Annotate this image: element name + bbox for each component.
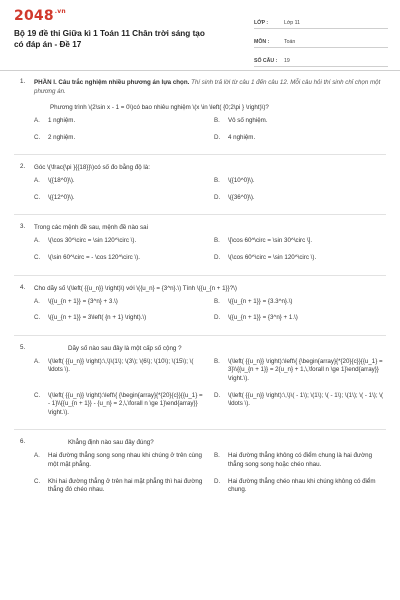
question-divider: [14, 275, 386, 276]
option-c[interactable]: C. 2 nghiệm.: [34, 133, 76, 141]
question-number: 5.: [20, 343, 26, 351]
question-divider: [14, 429, 386, 430]
meta-count-row: [254, 52, 388, 67]
meta-subject-value: Toán: [284, 39, 296, 45]
part-note: Thí sinh trả lời từ câu 1 đến câu 12. Mỗi câu hỏi thí sinh chỉ chọn một phương án.: [34, 79, 381, 95]
question-divider: [14, 335, 386, 336]
question-text: Dãy số nào sau đây là một cấp số cộng ?: [68, 344, 182, 352]
meta-count-value: 19: [284, 58, 290, 64]
question-number: 4.: [20, 283, 26, 291]
answer-options: [34, 177, 386, 210]
question-text: Trong các mệnh đề sau, mệnh đề nào sai: [34, 224, 148, 232]
meta-subject-label: MÔN :: [254, 39, 270, 45]
part-intro: [34, 78, 386, 96]
exam-title: Bộ 19 đề thi Giữa kì 1 Toán 11 Chân trời sáng tạo có đáp án - Đề 17: [14, 29, 205, 49]
exam-meta: [254, 14, 388, 71]
site-logo[interactable]: $2048^{.vn}$: [14, 8, 66, 24]
answer-options: [34, 237, 386, 270]
question-number: 6.: [20, 438, 26, 446]
question-number: 3.: [20, 223, 26, 231]
answer-options: [34, 117, 386, 150]
option-c[interactable]: C. \(\left( {{u_n}} \right):\left\{ {\begin{array}{*{20}{c}}{{u_1} = - 1}\\{{u_{n + 1}} - {u_n} = 2,\,\forall n \ge 1}\end{array}} \right.\).: [34, 391, 203, 416]
answer-options: [34, 452, 386, 502]
option-c[interactable]: C. \({12^0}\).: [34, 193, 75, 201]
question-5: [0, 344, 400, 426]
question-number: 2.: [20, 163, 26, 171]
option-b[interactable]: B. Hai đường thẳng không có điểm chung là hai đường thẳng song song hoặc chéo nhau.: [214, 452, 373, 468]
option-c[interactable]: C. \(\sin 60^\circ = - \cos 120^\circ \).: [34, 253, 140, 261]
option-c[interactable]: C. Khi hai đường thẳng ở trên hai mặt phẳng thì hai đường thẳng đó chéo nhau.: [34, 477, 203, 494]
option-d[interactable]: D. Hai đường thẳng chéo nhau khi chúng không có điểm chung.: [214, 477, 376, 494]
option-a[interactable]: A. \(\left( {{u_n}} \right):\,\)\(1\); \(3\); \(6\); \(10\); \(15\); \( \ldots \).: [34, 357, 194, 374]
question-text: Khẳng định nào sau đây đúng?: [68, 439, 154, 447]
question-text: Phương trình \(2\sin x - 1 = 0\)có bao nhiêu nghiệm \(x \in \left( {0;2\pi } \right)\)?: [50, 104, 269, 111]
option-b[interactable]: B. Vô số nghiệm.: [214, 117, 268, 124]
question-list: [0, 78, 400, 503]
meta-class-label: LỚP :: [254, 20, 269, 26]
meta-count-label: SỐ CÂU :: [254, 58, 278, 64]
option-a[interactable]: A. Hai đường thẳng song song nhau khi chúng ở trên cùng một mặt phẳng.: [34, 452, 202, 468]
answer-options: [34, 358, 386, 426]
meta-subject-row: [254, 33, 388, 48]
option-d[interactable]: D. 4 nghiệm.: [214, 133, 256, 141]
option-d[interactable]: D. \(\left( {{u_n}} \right):\,\)\( - 1\); \(1\); \( - 1\); \(1\); \( - 1\); \( \ldots \).: [214, 391, 384, 408]
option-c[interactable]: C. \({u_{n + 1}} = 3\left( {n + 1} \right).\): [34, 314, 147, 322]
question-4: [0, 284, 400, 331]
page-header: [0, 0, 400, 64]
option-a[interactable]: A. \(\cos 30^\circ = \sin 120^\circ \).: [34, 237, 137, 245]
question-number: 1.: [20, 78, 26, 85]
option-a[interactable]: A. 1 nghiệm.: [34, 117, 76, 124]
option-d[interactable]: D. \(\cos 60^\circ = \sin 120^\circ \).: [214, 253, 317, 261]
option-a[interactable]: A. \({u_{n + 1}} = {3^n} + 3.\): [34, 297, 118, 305]
question-divider: [14, 214, 386, 215]
question-3: [0, 223, 400, 270]
part-title: PHẦN I. Câu trắc nghiệm nhiều phương án lựa chọn.: [34, 79, 190, 86]
option-b[interactable]: B. \(\left( {{u_n}} \right):\left\{ {\begin{array}{*{20}{c}}{{u_1} = 3}\\{{u_{n + 1}} = 2{u_n} + 1,\,\forall n \ge 1}\end{array}} \right.\).: [214, 357, 383, 382]
option-b[interactable]: B. \[\cos 60^\circ = \sin 30^\circ \].: [214, 237, 313, 245]
question-2: [0, 163, 400, 210]
meta-class-value: Lớp 11: [284, 20, 300, 26]
header-divider: [0, 70, 400, 71]
answer-options: [34, 298, 386, 331]
option-d[interactable]: D. \({36^0}\).: [214, 193, 255, 201]
option-a[interactable]: A. \({18^0}\).: [34, 177, 75, 185]
option-b[interactable]: B. \({u_{n + 1}} = {3.3^n}.\): [214, 297, 293, 305]
question-1: [0, 78, 400, 150]
question-text: Góc \(\frac{\pi }{{18}}\)có số đo bằng độ là:: [34, 164, 150, 172]
question-divider: [14, 154, 386, 155]
option-b[interactable]: B. \({10^0}\).: [214, 177, 255, 185]
question-text: Cho dãy số \(\left( {{u_n}} \right)\) với \({u_n} = {3^n}.\) Tính \({u_{n + 1}}?\): [34, 284, 237, 292]
option-d[interactable]: D. \({u_{n + 1}} = {3^n} + 1.\): [214, 314, 298, 322]
meta-class-row: [254, 14, 388, 29]
question-6: [0, 438, 400, 502]
